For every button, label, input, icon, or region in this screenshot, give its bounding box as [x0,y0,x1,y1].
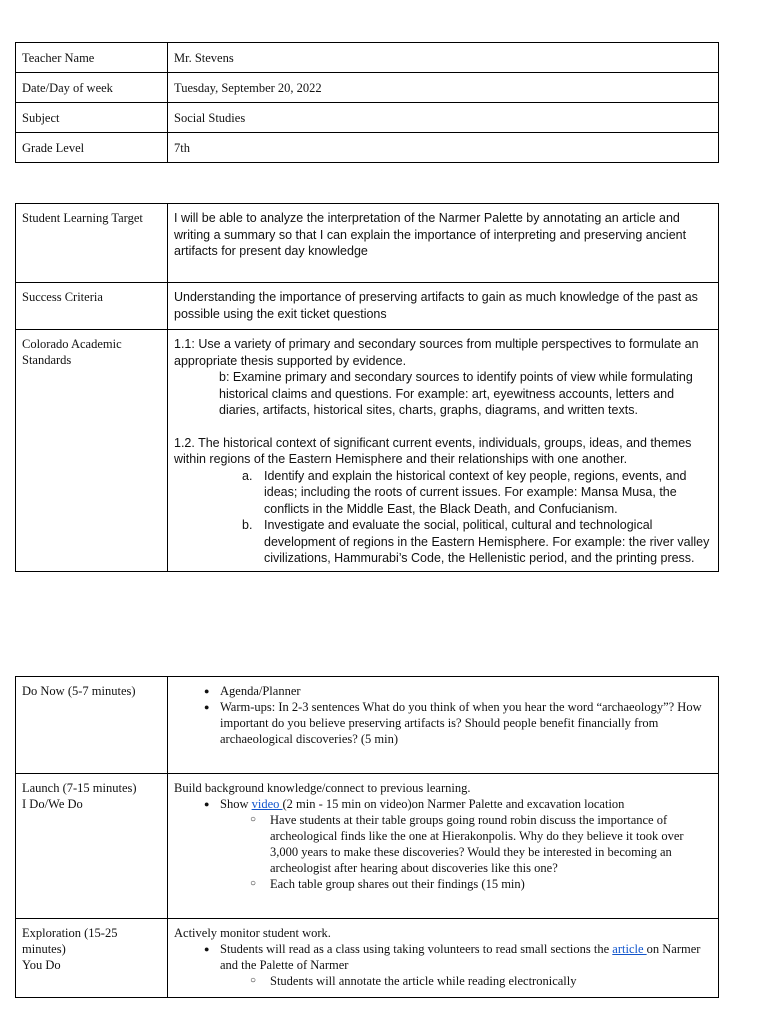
launch-sub-list [220,812,712,892]
exploration-intro: Actively monitor student work. [174,926,331,940]
list-item-text: Investigate and evaluate the social, political, cultural and technological development of regions in the Eastern Hemisphere. For example: the river valley civilizations, Hammurabi’s Code, the Hellenistic period, and the printing press. [264,518,710,565]
do-now-label: Do Now (5-7 minutes) [16,677,168,774]
subject-label: Subject [16,103,168,133]
launch-intro: Build background knowledge/connect to previous learning. [174,781,471,795]
learning-target-label: Student Learning Target [16,204,168,283]
spacer [174,419,712,435]
table-row [16,330,719,572]
list-item-text: Students will read as a class using taking volunteers to read small sections the [220,942,613,956]
exploration-label [16,919,168,998]
table-row [16,677,719,774]
learning-target-table [15,203,719,572]
standard-1-1-b: b: Examine primary and secondary sources to identify points of view while formulating historical claims and questions. For example: art, eyewitness accounts, letters and diaries, artifacts, historical sites, charts, graphs, diagrams, and written texts. [219,370,693,417]
list-item-text: (2 min - 15 min on video)on Narmer Palette and excavation location [282,797,625,811]
standards-label: Colorado Academic Standards [16,330,168,572]
teacher-name-value: Mr. Stevens [168,43,719,73]
exploration-sub-list [220,973,712,989]
do-now-content [168,677,719,774]
subject-value: Social Studies [168,103,719,133]
article-link[interactable]: article [612,942,647,956]
standards-content [168,330,719,572]
list-item-text: Show [220,797,252,811]
table-row [16,919,719,998]
list-item [242,517,712,567]
standard-1-2: 1.2. The historical context of significant current events, individuals, groups, ideas, and themes within regions of the Eastern Hemisphere and their relationships with one another. [174,435,692,466]
standard-1-2-list [174,468,712,567]
exploration-label-line: Exploration (15-25 minutes) [22,926,118,956]
list-item: ● Agenda/Planner [204,683,712,699]
date-value: Tuesday, September 20, 2022 [168,73,719,103]
list-item [242,468,712,518]
table-row [16,283,719,330]
learning-target-text: I will be able to analyze the interpretation of the Narmer Palette by annotating an article and writing a summary so that I can explain the importance of interpreting and preserving ancient artifacts for present day knowledge [168,204,719,283]
exploration-content [168,919,719,998]
video-link[interactable]: video [251,797,283,811]
success-criteria-label: Success Criteria [16,283,168,330]
table-row [16,774,719,919]
launch-label-line: I Do/We Do [22,797,83,811]
table-row [16,103,719,133]
table-row [16,133,719,163]
info-table [15,42,719,163]
success-criteria-text: Understanding the importance of preserving artifacts to gain as much knowledge of the past as possible using the exit ticket questions [168,283,719,330]
exploration-list [174,941,712,989]
table-row [16,73,719,103]
list-item [204,941,712,989]
list-item-text: Identify and explain the historical context of key people, regions, events, and ideas; including the roots of current issues. For example: Mansa Musa, the conflicts in the Middle East, the Black Death, and Confucianism. [264,468,687,516]
standard-1-1: 1.1: Use a variety of primary and secondary sources from multiple perspectives to formulate an appropriate thesis supported by evidence. [174,337,699,368]
lesson-plan-table [15,676,719,998]
launch-label-line: Launch (7-15 minutes) [22,781,137,795]
list-item-text: on Narmer and the Palette of Narmer [220,942,701,972]
list-marker: a. [242,468,253,483]
launch-list [174,796,712,892]
table-row [16,43,719,73]
date-label: Date/Day of week [16,73,168,103]
table-row [16,204,719,283]
teacher-name-label: Teacher Name [16,43,168,73]
list-item: ○ Students will annotate the article while reading electronically [250,973,712,989]
list-marker: b. [242,518,253,532]
grade-level-value: 7th [168,133,719,163]
list-item: ● Warm-ups: In 2-3 sentences What do you think of when you hear the word “archaeology”? How important do you believe preserving artifacts is? Should people benefit financially from archaeological discoveries? (5 min) [204,699,712,747]
launch-label [16,774,168,919]
launch-content [168,774,719,919]
do-now-list [174,683,712,747]
list-item: ○ Each table group shares out their findings (15 min) [250,876,712,892]
list-item: ○ Have students at their table groups going round robin discuss the importance of archeological finds like the one at Hierakonpolis. Why do they believe it took over 3,000 years to make these discoveries? Would they be interested in becoming an archeologist after hearing about discoveries like this one? [250,812,712,876]
list-item [204,796,712,892]
exploration-label-line: You Do [22,958,61,972]
grade-level-label: Grade Level [16,133,168,163]
